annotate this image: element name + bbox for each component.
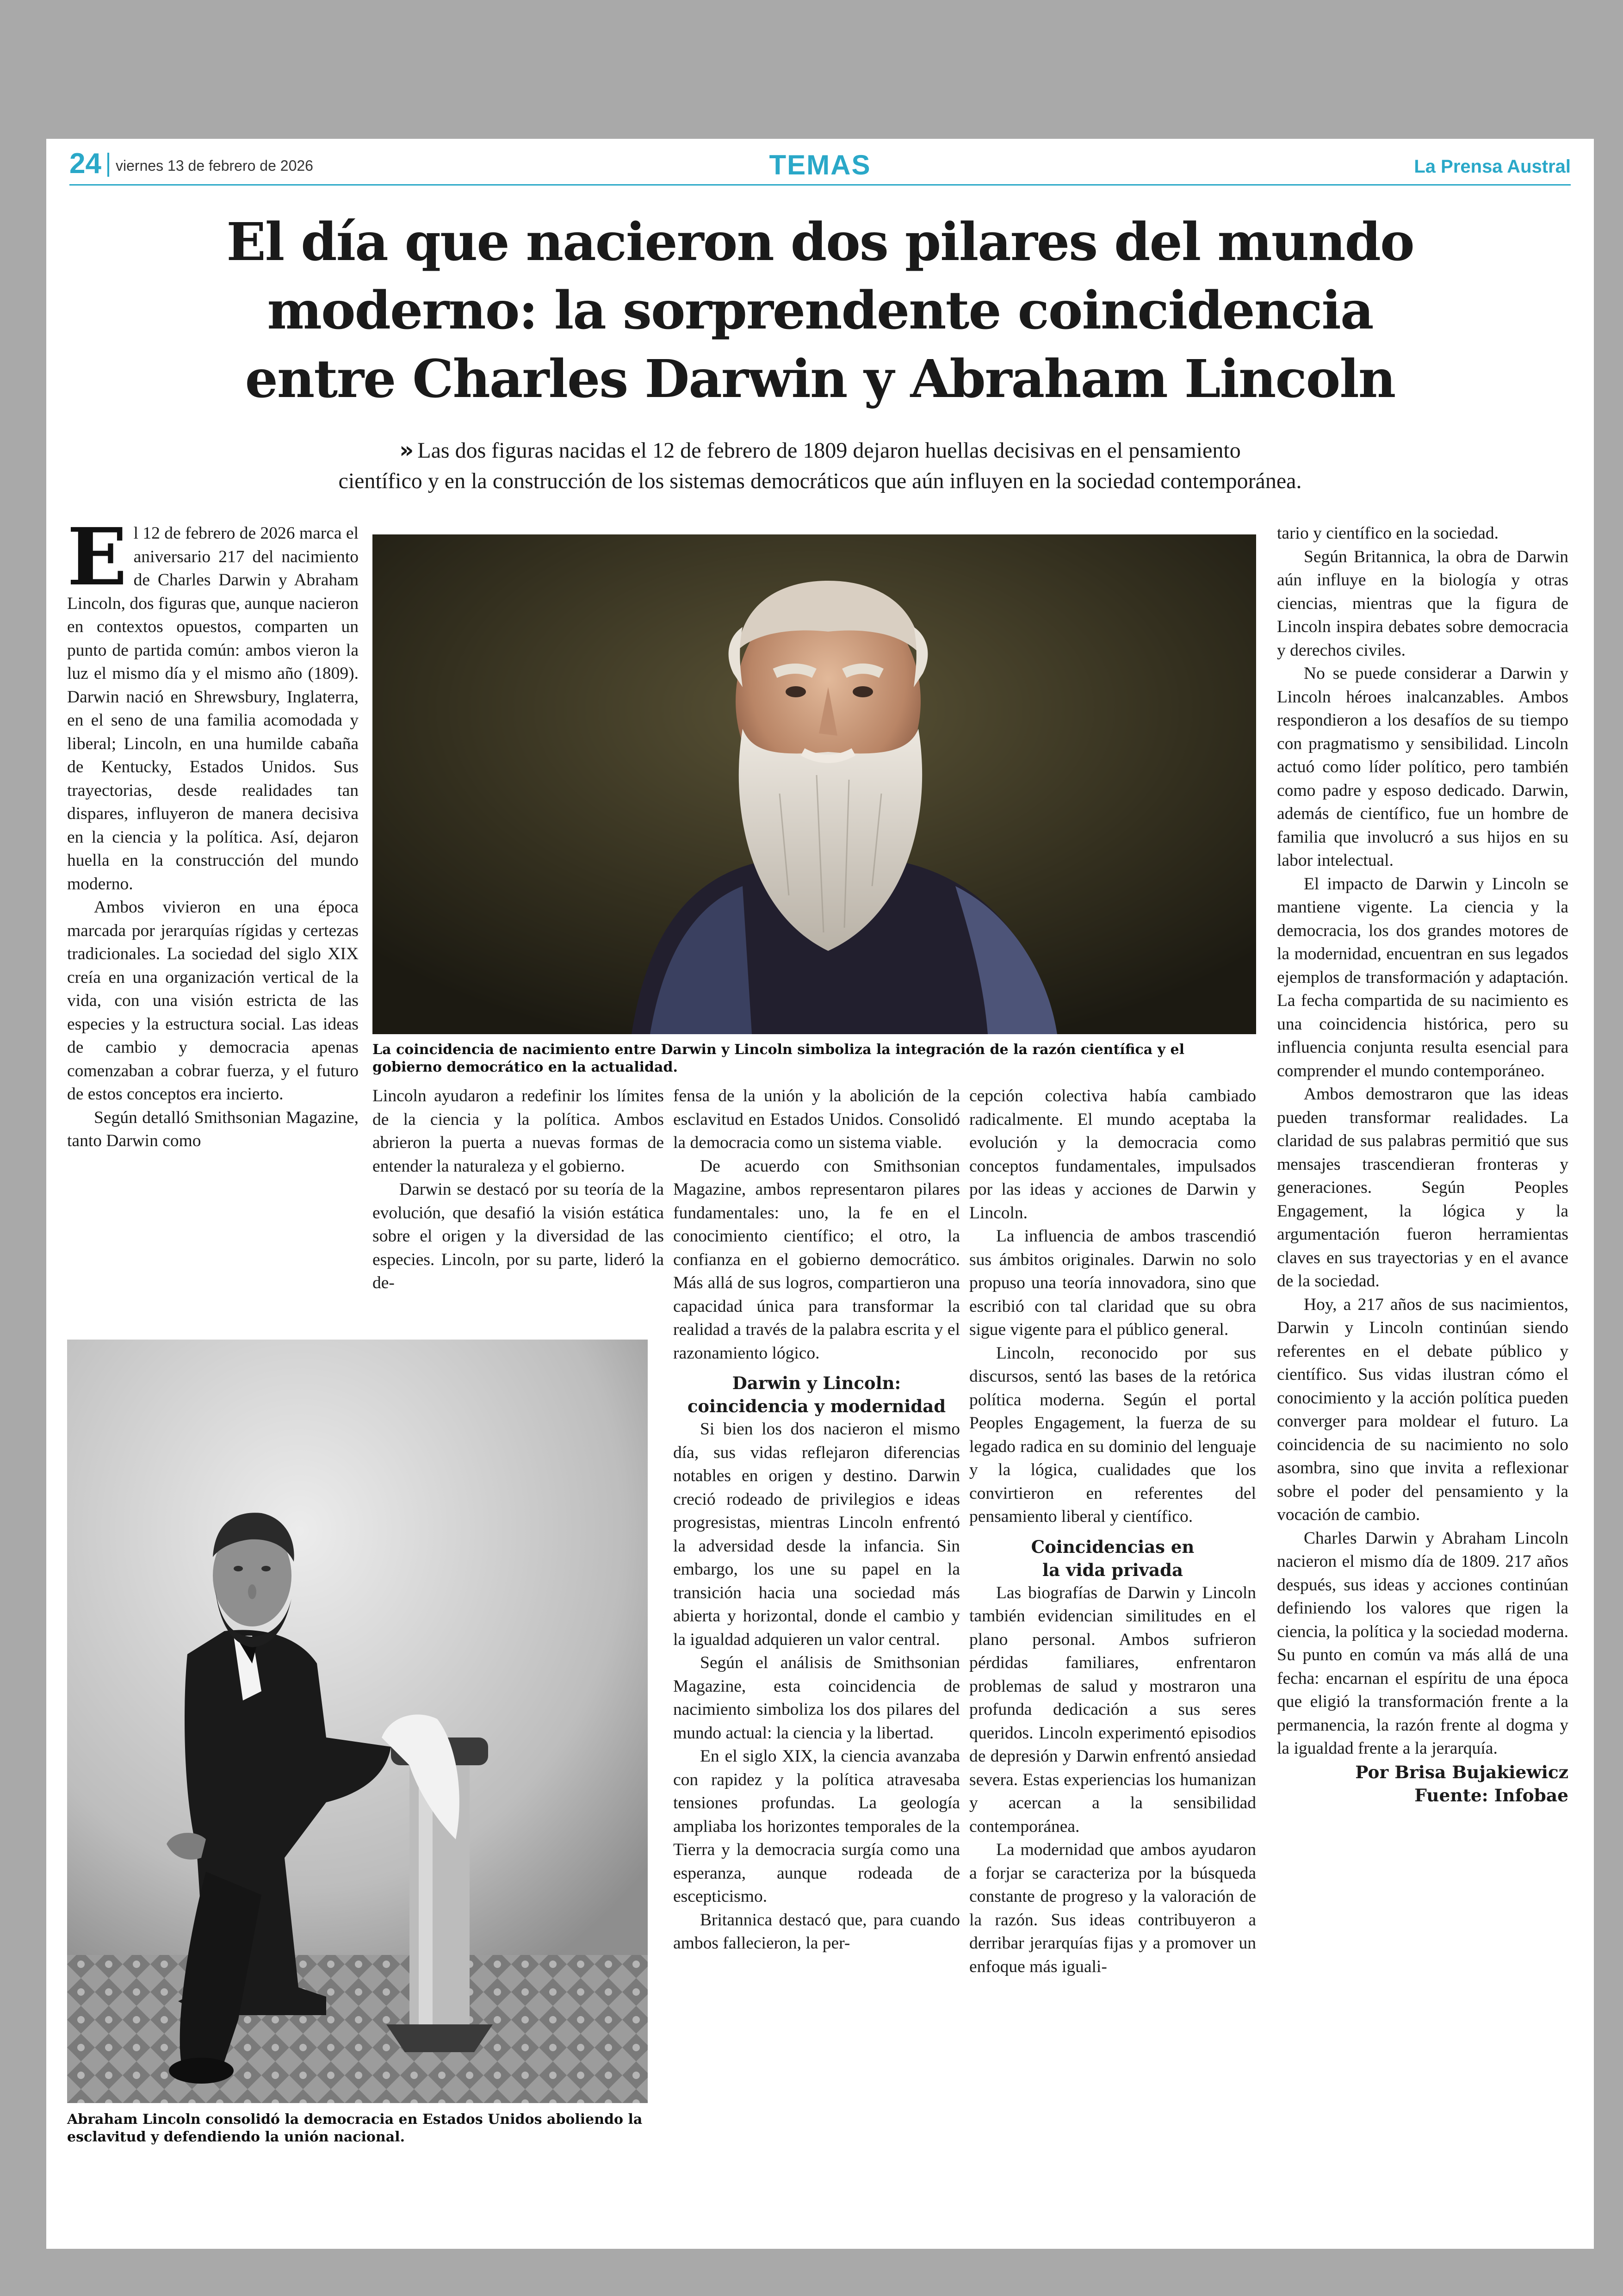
paragraph: Darwin se destacó por su teoría de la evolución, que desafió la visión estática sobre el origen y la diversidad de las especies. Lincoln, por su parte, lideró la de-: [372, 1180, 664, 1292]
deck-arrow-icon: »: [399, 437, 414, 463]
drop-cap: E: [67, 511, 127, 603]
newspaper-name: La Prensa Austral: [1414, 156, 1571, 177]
page-header: [69, 147, 1571, 186]
headline-line: entre Charles Darwin y Abraham Lincoln: [245, 349, 1395, 410]
paragraph: Según el análisis de Smithsonian Magazine, esta coincidencia de nacimiento simboliza los dos pilares del mundo actual: la ciencia y la libertad.: [673, 1653, 960, 1743]
paragraph: El impacto de Darwin y Lincoln se mantiene vigente. La ciencia y la democracia, los dos grandes motores de la modernidad, encuentran en sus legados ejemplos de transformación y adaptación. La fecha compartida de su nacimiento es una coincidencia histórica, pero su influencia conjunta resulta esencial para comprender el mundo contemporáneo.: [1277, 874, 1568, 1080]
paragraph: Las biografías de Darwin y Lincoln también evidencian similitudes en el plano personal. Ambos sufrieron pérdidas familiares, enfrentaron problemas de salud y mostraron una profunda dedicación a sus seres queridos. Lincoln experimentó episodios de depresión y Darwin enfrentó ansiedad severa. Estas experiencias los humanizan y acercan a la sensibilidad contemporánea.: [969, 1583, 1256, 1836]
subhead: Coincidencias en la vida privada: [1031, 1536, 1195, 1580]
paragraph: Si bien los dos nacieron el mismo día, sus vidas reflejaron diferencias notables en origen y destino. Darwin creció rodeado de privilegios e ideas progresistas, mientras Lincoln enfrentó la adversidad desde la infancia. Sin embargo, los une su papel en la transición hacia una sociedad más abierta y horizontal, donde el cambio y la igualdad adquieren un valor central.: [673, 1420, 960, 1649]
paragraph: Lincoln, reconocido por sus discursos, sentó las bases de la retórica política moderna. Según el portal Peoples Engagement, la fuerza de su legado radica en su dominio del lenguaje y la lógica, cualidades que los convirtieron en referentes del pensamiento liberal y científico.: [969, 1343, 1256, 1526]
source-credit: Fuente: Infobae: [1414, 1785, 1568, 1806]
darwin-portrait: [372, 534, 1256, 1034]
body-column-3: [673, 1085, 960, 1955]
paragraph: Britannica destacó que, para cuando ambos fallecieron, la per-: [673, 1910, 960, 1953]
paragraph: La influencia de ambos trascendió sus ámbitos originales. Darwin no solo propuso una teoría innovadora, sino que escribió con tal claridad que su obra sigue vigente para el público general.: [969, 1227, 1256, 1339]
headline-line: moderno: la sorprendente coincidencia: [267, 280, 1373, 341]
article-headline: [111, 208, 1529, 414]
body-column-5: [1277, 522, 1568, 1807]
paragraph: Charles Darwin y Abraham Lincoln nacieron el mismo día de 1809. 217 años después, sus ideas y acciones continúan definiendo los valores que rigen la ciencia, la política y la sociedad moderna. Su punto en común va más allá de una fecha: encarnan el espíritu de una época que eligió la transformación frente a la permanencia, la razón frente al dogma y la igualdad frente a la jerarquía.: [1277, 1528, 1568, 1758]
subhead: Darwin y Lincoln: coincidencia y modernidad: [687, 1373, 946, 1416]
byline: Por Brisa Bujakiewicz: [1355, 1762, 1568, 1782]
headline-line: El día que nacieron dos pilares del mundo: [226, 212, 1414, 273]
darwin-photo: [372, 534, 1256, 1034]
body-column-2: [372, 1085, 664, 1295]
paragraph: Hoy, a 217 años de sus nacimientos, Darwin y Lincoln continúan siendo referentes en el debate público y científico. Sus vidas ilustran cómo el conocimiento y la acción política pueden converger para moldear el futuro. La coincidencia de su nacimiento no solo asombra, sino que invita a reflexionar sobre el poder del pensamiento y la vocación de cambio.: [1277, 1295, 1568, 1524]
article-deck: [139, 435, 1501, 496]
paragraph: cepción colectiva había cambiado radicalmente. El mundo aceptaba la evolución y la democracia como conceptos fundamentales, impulsados por las ideas y acciones de Darwin y Lincoln.: [969, 1086, 1256, 1222]
paragraph: De acuerdo con Smithsonian Magazine, ambos representaron pilares fundamentales: uno, la fe en el conocimiento científico; el otro, la confianza en el gobierno democrático. Más allá de sus logros, compartieron una capacidad única para transformar la realidad a través de la palabra escrita y el razonamiento lógico.: [673, 1156, 960, 1363]
section-title: TEMAS: [769, 149, 871, 180]
deck-line: científico y en la construcción de los sistemas democráticos que aún influyen en la sociedad contemporánea.: [338, 469, 1302, 493]
lincoln-caption: Abraham Lincoln consolidó la democracia en Estados Unidos aboliendo la esclavitud y defendiendo la unión nacional.: [67, 2111, 643, 2145]
page-date: viernes 13 de febrero de 2026: [116, 157, 313, 174]
paragraph: fensa de la unión y la abolición de la esclavitud en Estados Unidos. Consolidó la democracia como un sistema viable.: [673, 1086, 960, 1152]
body-column-4: [969, 1085, 1256, 1979]
paragraph: Ambos vivieron en una época marcada por jerarquías rígidas y certezas tradicionales. La sociedad del siglo XIX creía en una organización vertical de la vida, con una visión estricta de las especies y la estructura social. Las ideas de cambio y democracia apenas comenzaban a cobrar fuerza, y el futuro de estos conceptos era incierto.: [67, 898, 359, 1104]
paragraph: Lincoln ayudaron a redefinir los límites de la ciencia y la política. Ambos abrieron la puerta a nuevas formas de entender la naturaleza y el gobierno.: [372, 1086, 664, 1176]
paragraph: tario y científico en la sociedad.: [1277, 524, 1499, 543]
deck-line: » Las dos figuras nacidas el 12 de febrero de 1809 dejaron huellas decisivas en el pensamiento: [399, 437, 1241, 463]
newspaper-page: [46, 139, 1594, 2249]
paragraph: En el siglo XIX, la ciencia avanzaba con rapidez y la política atravesaba tensiones profundas. La geología ampliaba los horizontes temporales de la Tierra y la democracia surgía como una esperanza, aunque rodeada de escepticismo.: [673, 1747, 960, 1906]
lincoln-portrait: [67, 1340, 648, 2103]
paragraph: La modernidad que ambos ayudaron a forjar se caracteriza por la búsqueda constante de progreso y la valoración de la razón. Sus ideas contribuyeron a derribar jerarquías fijas y a promover un enfoque más iguali-: [969, 1840, 1256, 1976]
paragraph: Ambos demostraron que las ideas pueden transformar realidades. La claridad de sus palabras permitió que sus mensajes trascendieran fronteras y generaciones. Según Peoples Engagement, la lógica y la argumentación fueron herramientas claves en sus trayectorias y en el avance de la sociedad.: [1277, 1085, 1568, 1291]
darwin-caption: La coincidencia de nacimiento entre Darwin y Lincoln simboliza la integración de la razón científica y el gobierno democrático en la actualidad.: [372, 1042, 1185, 1075]
paragraph: El 12 de febrero de 2026 marca el aniversario 217 del nacimiento de Charles Darwin y Abraham Lincoln, dos figuras que, aunque nacieron en contextos opuestos, comparten un punto de partida común: ambos vieron la luz el mismo día y el mismo año (1809). Darwin nació en Shrewsbury, Inglaterra, en el seno de una familia acomodada y liberal; Lincoln, en una humilde cabaña de Kentucky, Estados Unidos. Sus trayectorias, desde realidades tan dispares, influyeron de manera decisiva en la ciencia y la política. Así, dejaron huella en la construcción del mundo moderno.: [67, 511, 359, 894]
page-number: 24: [69, 148, 101, 180]
paragraph: Según Britannica, la obra de Darwin aún influye en la biología y otras ciencias, mientras que la figura de Lincoln inspira debates sobre democracia y derechos civiles.: [1277, 547, 1568, 660]
lincoln-photo: [67, 1340, 648, 2103]
paragraph: Según detalló Smithsonian Magazine, tanto Darwin como: [67, 1108, 359, 1150]
paragraph: No se puede considerar a Darwin y Lincoln héroes inalcanzables. Ambos respondieron a los desafíos de su tiempo con pragmatismo y sensibilidad. Lincoln actuó como líder político, pero también como padre y esposo dedicado. Darwin, además de científico, fue un hombre de familia que involucró a sus hijos en su labor intelectual.: [1277, 664, 1568, 870]
body-column-1: [67, 511, 359, 1153]
